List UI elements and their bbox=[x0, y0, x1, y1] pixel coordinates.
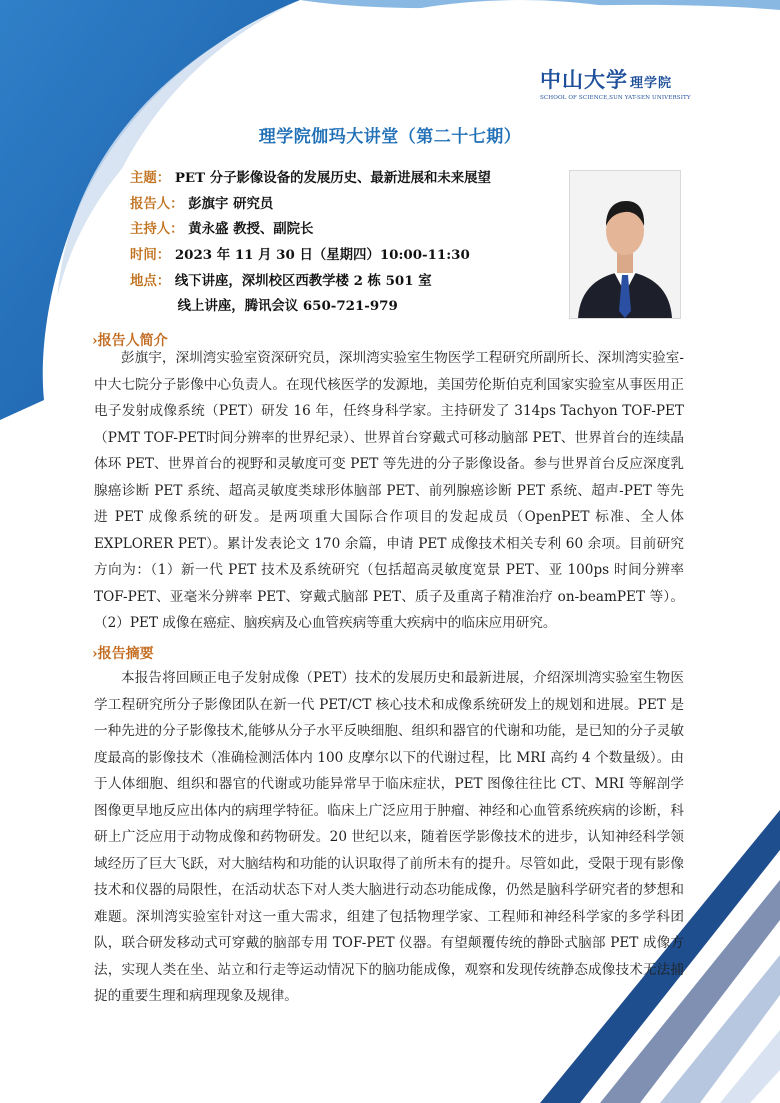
logo-en: SCHOOL OF SCIENCE,SUN YAT-SEN UNIVERSITY bbox=[540, 95, 691, 101]
logo-cn: 中山大学 bbox=[540, 67, 628, 92]
logo-sub: 理学院 bbox=[630, 76, 673, 91]
host-label: 主持人： bbox=[130, 221, 184, 238]
abstract-heading: ›报告摘要 bbox=[92, 646, 154, 662]
speaker-value: 彭旗宇 研究员 bbox=[188, 195, 274, 212]
abstract-text-block bbox=[94, 665, 684, 1010]
abstract-text: 本报告将回顾正电子发射成像（PET）技术的发展历史和最新进展，介绍深圳湾实验室生物医学工程研究所分子影像团队在新一代 PET/CT 核心技术和成像系统研发上的规划和进展。PET 是一种先进的分子影像技术,能够从分子水平反映细胞、组织和器官的代谢和功能，是已知的分子灵敏度最高的影像技术（准确检测活体内 100 皮摩尔以下的代谢过程，比 MRI 高约 4 个数量级）。由于人体细胞、组织和器官的代谢或功能异常早于临床症状，PET 图像往往比 CT、MRI 等解剖学图像更早地反应出体内的病理学特征。临床上广泛应用于肿瘤、神经和心血管系统疾病的诊断，科研上广泛应用于动物成像和药物研发。20 世纪以来，随着医学影像技术的进步，认知神经科学领域经历了巨大飞跃，对大脑结构和功能的认识取得了前所未有的提升。尽管如此，受限于现有影像技术和仪器的局限性，在活动状态下对人类大脑进行动态功能成像，仍然是脑科学研究者的梦想和难题。深圳湾实验室针对这一重大需求，组建了包括物理学家、工程师和神经科学家的多学科团队，联合研发移动式可穿戴的脑部专用 TOF-PET 仪器。有望颠覆传统的静卧式脑部 PET 成像方法，实现人类在坐、站立和行走等运动情况下的脑功能成像，观察和发现传统静态成像技术无法捕捉的重要生理和病理现象及规律。 bbox=[94, 670, 684, 1004]
page-title: 理学院伽玛大讲堂（第二十七期） bbox=[258, 127, 522, 147]
university-logo bbox=[540, 64, 691, 101]
topic-row bbox=[130, 166, 550, 192]
venue-row bbox=[130, 269, 550, 295]
venue-label: 地点： bbox=[130, 272, 171, 289]
speaker-label: 报告人： bbox=[130, 195, 184, 212]
speaker-photo bbox=[569, 170, 681, 319]
topic-label: 主题： bbox=[130, 170, 171, 186]
time-value: 2023 年 11 月 30 日（星期四）10:00-11:30 bbox=[174, 247, 470, 264]
venue-online: 线上讲座，腾讯会议 650-721-979 bbox=[177, 298, 398, 315]
venue-online-row bbox=[130, 294, 550, 320]
bio-heading: ›报告人简介 bbox=[92, 333, 168, 349]
bio-text-block bbox=[94, 345, 684, 637]
time-label: 时间： bbox=[130, 247, 171, 264]
lecture-info bbox=[130, 166, 550, 320]
host-value: 黄永盛 教授、副院长 bbox=[188, 221, 314, 238]
time-row bbox=[130, 243, 550, 269]
host-row bbox=[130, 217, 550, 243]
venue-offline: 线下讲座，深圳校区西教学楼 2 栋 501 室 bbox=[174, 272, 432, 289]
speaker-row bbox=[130, 192, 550, 218]
topic-value: PET 分子影像设备的发展历史、最新进展和未来展望 bbox=[174, 170, 491, 186]
bio-text: 彭旗宇，深圳湾实验室资深研究员，深圳湾实验室生物医学工程研究所副所长、深圳湾实验室-中大七院分子影像中心负责人。在现代核医学的发源地，美国劳伦斯伯克利国家实验室从事医用正电子发射成像系统（PET）研发 16 年，任终身科学家。主持研发了 314ps Tachyon TOF-PET（PMT TOF-PET时间分辨率的世界纪录）、世界首台穿戴式可移动脑部 PET、世界首台的连续晶体环 PET、世界首台的视野和灵敏度可变 PET 等先进的分子影像设备。参与世界首台反应深度乳腺癌诊断 PET 系统、超高灵敏度类球形体脑部 PET、前列腺癌诊断 PET 系统、超声-PET 等先进 PET 成像系统的研发。是两项重大国际合作项目的发起成员（OpenPET 标准、全人体 EXPLORER PET）。累计发表论文 170 余篇，申请 PET 成像技术相关专利 60 余项。目前研究方向为：（1）新一代 PET 技术及系统研究（包括超高灵敏度宽景 PET、亚 100ps 时间分辨率 TOF-PET、亚毫米分辨率 PET、穿戴式脑部 PET、质子及重离子精准治疗 on-beamPET 等）。（2）PET 成像在癌症、脑疾病及心血管疾病等重大疾病中的临床应用研究。 bbox=[94, 350, 684, 631]
